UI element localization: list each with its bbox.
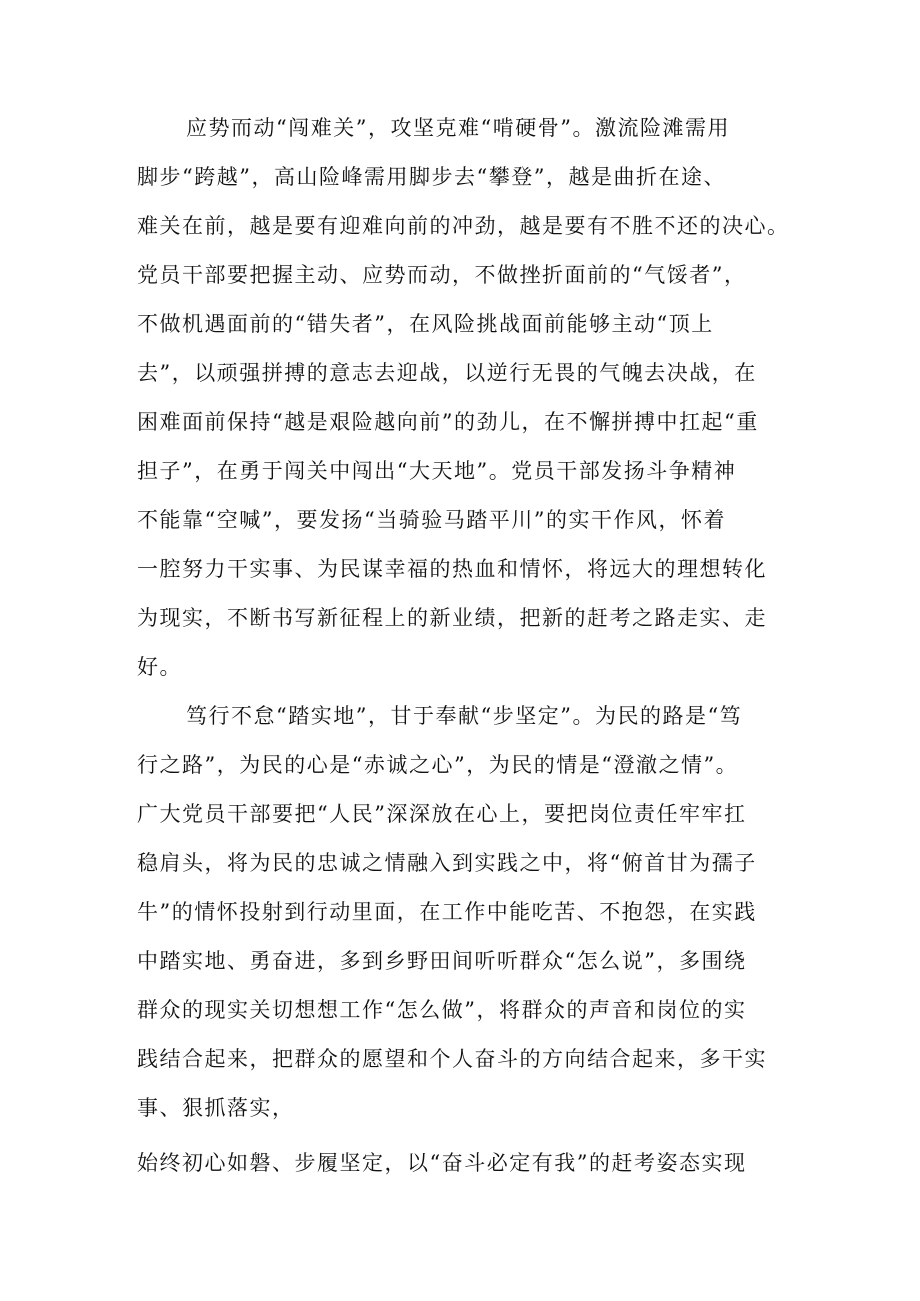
paragraph-1-line-3: 难关在前，越是要有迎难向前的冲劲，越是要有不胜不还的决心。 — [137, 214, 790, 238]
paragraph-2-line-7: 群众的现实关切想想工作“怎么做”，将群众的声音和岗位的实 — [137, 998, 747, 1022]
paragraph-2-line-8: 践结合起来，把群众的愿望和个人奋斗的方向结合起来，多干实 — [137, 1047, 767, 1071]
paragraph-3-line-1: 始终初心如磐、步履坚定，以“奋斗必定有我”的赶考姿态实现 — [137, 1151, 747, 1175]
paragraph-1-line-1: 应势而动“闯难关”，攻坚克难“啃硬骨”。激流险滩需用 — [186, 116, 730, 140]
paragraph-2-line-4: 稳肩头，将为民的忠诚之情融入到实践之中，将“俯首甘为孺子 — [137, 851, 757, 875]
paragraph-2-line-5: 牛”的情怀投射到行动里面，在工作中能吃苦、不抱怨，在实践 — [137, 900, 757, 924]
paragraph-1-line-10: 一腔努力干实事、为民谋幸福的热血和情怀，将远大的理想转化 — [137, 557, 767, 581]
paragraph-1-line-5: 不做机遇面前的“错失者”，在风险挑战面前能够主动“顶上 — [137, 312, 714, 336]
paragraph-1-line-11: 为现实，不断书写新征程上的新业绩，把新的赶考之路走实、走 — [137, 606, 767, 630]
paragraph-1-line-8: 担子”，在勇于闯关中闯出“大天地”。党员干部发扬斗争精神 — [137, 459, 737, 483]
paragraph-1-line-4: 党员干部要把握主动、应势而动，不做挫折面前的“气馁者”， — [137, 263, 747, 287]
paragraph-2-line-1: 笃行不怠“踏实地”，甘于奉献“步坚定”。为民的路是“笃 — [186, 704, 743, 728]
paragraph-2-line-2: 行之路”，为民的心是“赤诚之心”，为民的情是“澄澈之情”。 — [137, 753, 739, 777]
paragraph-2-line-6: 中踏实地、勇奋进，多到乡野田间听听群众“怎么说”，多围绕 — [137, 949, 747, 973]
paragraph-1-line-9: 不能靠“空喊”，要发扬“当骑验马踏平川”的实干作风，怀着 — [137, 508, 726, 532]
paragraph-2-line-3: 广大党员干部要把“人民”深深放在心上，要把岗位责任牢牢扛 — [137, 802, 747, 826]
paragraph-2-line-9: 事、狠抓落实， — [137, 1096, 295, 1120]
paragraph-1-line-12: 好。 — [137, 655, 182, 679]
paragraph-1-line-6: 去”，以顽强拼搏的意志去迎战，以逆行无畏的气魄去决战，在 — [137, 361, 757, 385]
paragraph-1-line-7: 困难面前保持“越是艰险越向前”的劲儿，在不懈拼搏中扛起“重 — [137, 410, 759, 434]
paragraph-1-line-2: 脚步“跨越”，高山险峰需用脚步去“攀登”，越是曲折在途、 — [137, 165, 726, 189]
